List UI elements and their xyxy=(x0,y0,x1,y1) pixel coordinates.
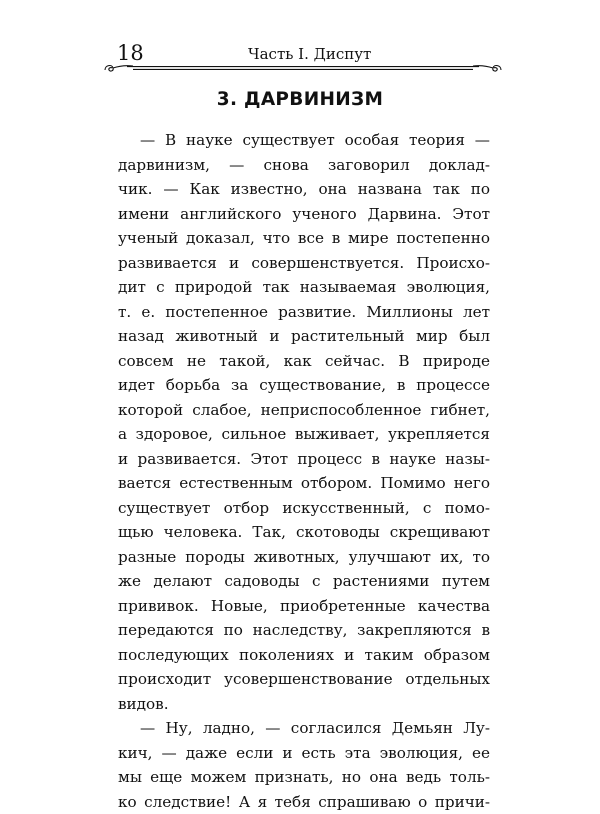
text-line: и развивается. Этот процесс в науке назы- xyxy=(118,447,490,472)
body-text xyxy=(118,128,490,814)
text-line: ко следствие! А я тебя спрашиваю о причи- xyxy=(118,790,490,814)
text-line: т. е. постепенное развитие. Миллионы лет xyxy=(118,300,490,325)
text-line: идет борьба за существование, в процессе xyxy=(118,373,490,398)
text-line: совсем не такой, как сейчас. В природе xyxy=(118,349,490,374)
text-line: а здоровое, сильное выживает, укрепляется xyxy=(118,422,490,447)
text-line: передаются по наследству, закрепляются в xyxy=(118,618,490,643)
text-line: последующих поколениях и таким образом xyxy=(118,643,490,668)
text-line: которой слабое, неприспособленное гибнет, xyxy=(118,398,490,423)
text-line: дит с природой так называемая эволюция, xyxy=(118,275,490,300)
text-line: имени английского ученого Дарвина. Этот xyxy=(118,202,490,227)
text-line: же делают садоводы с растениями путем xyxy=(118,569,490,594)
header-ornament-rule xyxy=(103,58,503,78)
text-line: ученый доказал, что все в мире постепенно xyxy=(118,226,490,251)
text-line: мы еще можем признать, но она ведь толь- xyxy=(118,765,490,790)
page-number: 18 xyxy=(117,40,144,66)
text-line: щью человека. Так, скотоводы скрещивают xyxy=(118,520,490,545)
text-line: назад животный и растительный мир был xyxy=(118,324,490,349)
text-line: вается естественным отбором. Помимо него xyxy=(118,471,490,496)
text-line: чик. — Как известно, она названа так по xyxy=(118,177,490,202)
running-head: Часть I. Диспут xyxy=(248,44,371,64)
text-line: видов. xyxy=(118,692,490,717)
text-line: — В науке существует особая теория — xyxy=(118,128,490,153)
text-line: разные породы животных, улучшают их, то xyxy=(118,545,490,570)
text-line: существует отбор искусственный, с помо- xyxy=(118,496,490,521)
text-line: кич, — даже если и есть эта эволюция, ее xyxy=(118,741,490,766)
text-line: дарвинизм, — снова заговорил доклад- xyxy=(118,153,490,178)
text-line: прививок. Новые, приобретенные качества xyxy=(118,594,490,619)
text-line: развивается и совершенствуется. Происхо- xyxy=(118,251,490,276)
chapter-title: 3. ДАРВИНИЗМ xyxy=(0,87,600,113)
text-line: происходит усовершенствование отдельных xyxy=(118,667,490,692)
text-line: — Ну, ладно, — согласился Демьян Лу- xyxy=(118,716,490,741)
